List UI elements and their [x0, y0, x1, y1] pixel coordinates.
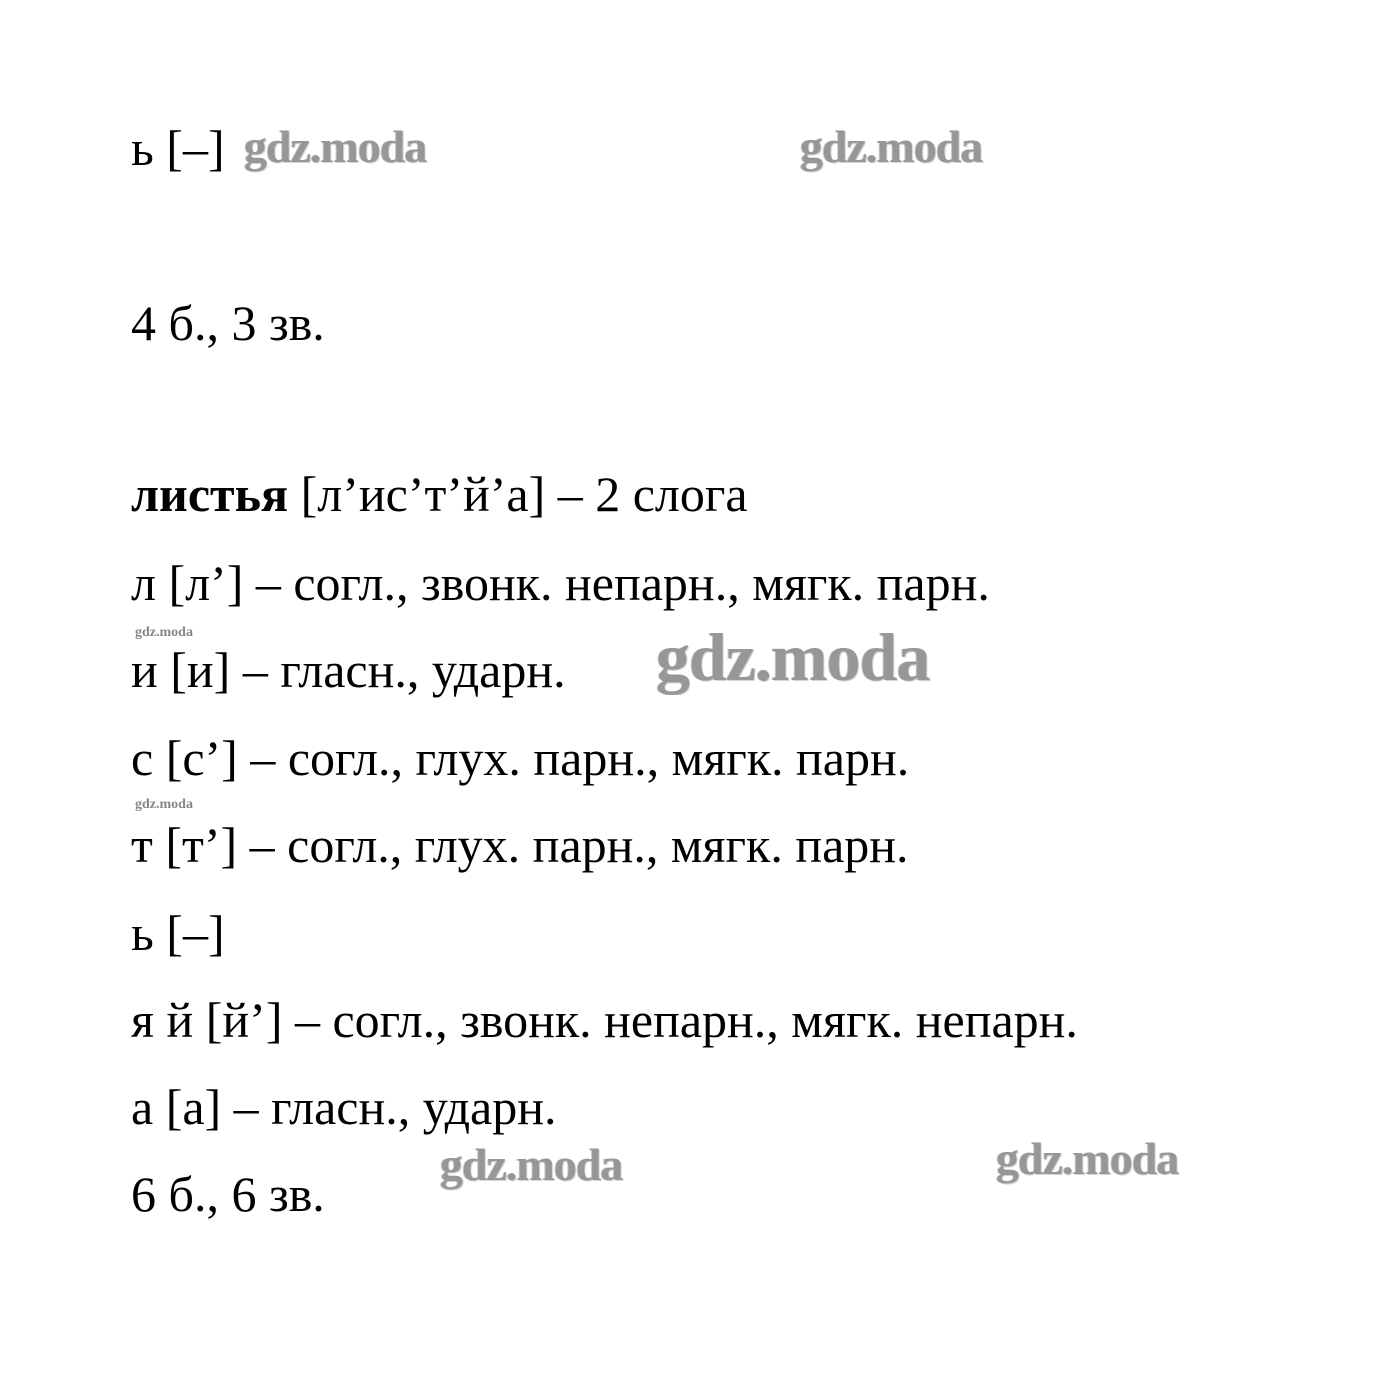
text-line-a: а [а] – гласн., ударн.	[131, 1079, 557, 1135]
word-heading	[131, 464, 748, 524]
text-line-ya: я й [й’] – согл., звонк. непарн., мягк. непарн.	[131, 992, 1078, 1048]
watermark: gdz.moda	[135, 625, 193, 640]
watermark: gdz.moda	[135, 797, 193, 812]
word-transcription: [л’ис’т’й’а] – 2 слога	[288, 466, 748, 522]
text-line-count-2: 6 б., 6 зв.	[131, 1166, 325, 1222]
text-line-i: и [и] – гласн., ударн.	[131, 642, 566, 698]
watermark: gdz.moda	[996, 1133, 1179, 1184]
word-title: листья	[131, 466, 289, 522]
watermark: gdz.moda	[244, 121, 427, 172]
text-line-count-1: 4 б., 3 зв.	[131, 295, 325, 351]
watermark: gdz.moda	[440, 1139, 623, 1190]
watermark: gdz.moda	[656, 619, 930, 695]
text-line-s: с [с’] – согл., глух. парн., мягк. парн.	[131, 730, 910, 786]
text-line-soft-sign-2: ь [–]	[131, 905, 225, 961]
text-line-l: л [л’] – согл., звонк. непарн., мягк. парн.	[131, 555, 990, 611]
text-line-soft-sign-1: ь [–]	[131, 120, 225, 176]
watermark: gdz.moda	[800, 121, 983, 172]
text-line-t: т [т’] – согл., глух. парн., мягк. парн.	[131, 817, 909, 873]
